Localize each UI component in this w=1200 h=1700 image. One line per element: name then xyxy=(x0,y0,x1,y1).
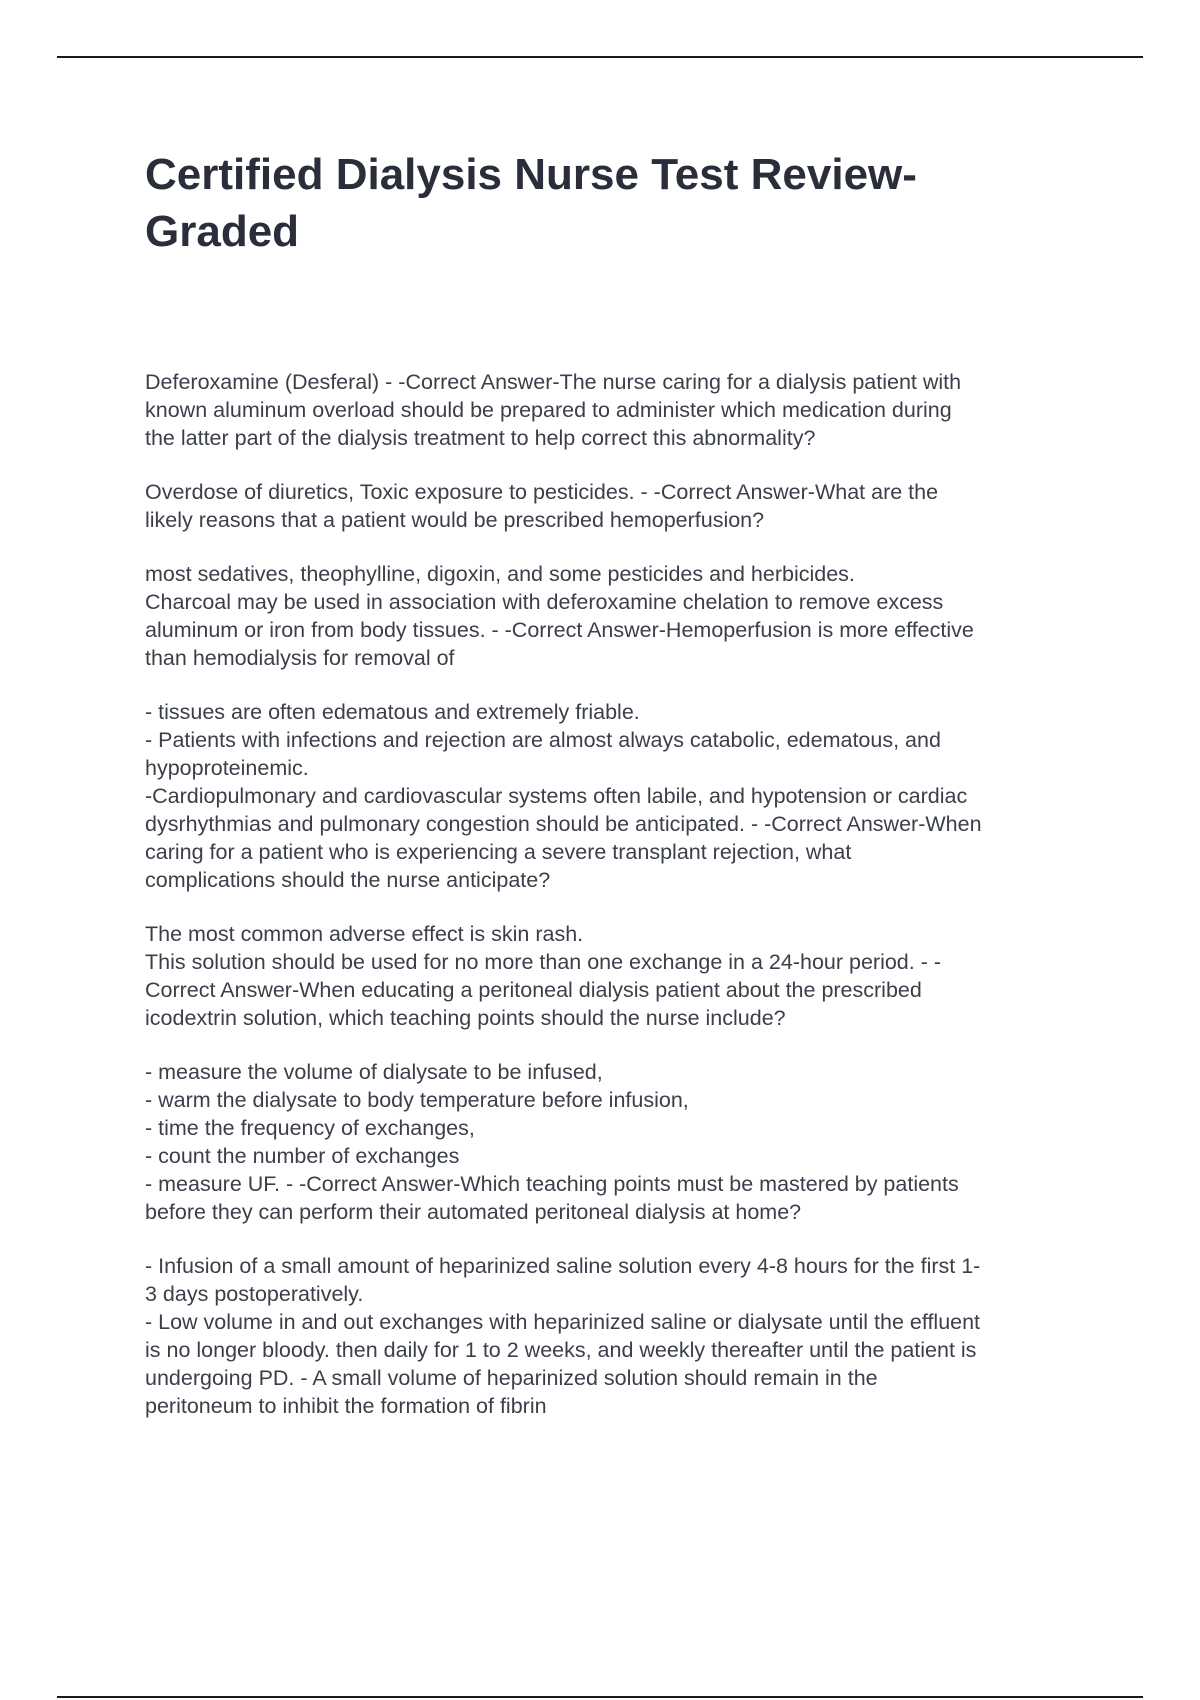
document-title xyxy=(145,146,1105,260)
qa-text-line: - count the number of exchanges xyxy=(145,1144,460,1168)
qa-text-line: Overdose of diuretics, Toxic exposure to pesticides. - -Correct Answer-What are the xyxy=(145,480,939,504)
qa-text-line: Deferoxamine (Desferal) - -Correct Answer-The nurse caring for a dialysis patient with xyxy=(145,370,962,394)
qa-text-line: -Cardiopulmonary and cardiovascular systems often labile, and hypotension or cardiac xyxy=(145,784,968,808)
qa-text-line: known aluminum overload should be prepared to administer which medication during xyxy=(145,398,952,422)
top-divider-line xyxy=(57,56,1143,58)
title-line: Graded xyxy=(145,207,300,256)
qa-text-line: is no longer bloody. then daily for 1 to 2 weeks, and weekly thereafter until the patient is xyxy=(145,1338,977,1362)
document-body xyxy=(145,368,1095,1446)
qa-text-line: dysrhythmias and pulmonary congestion should be anticipated. - -Correct Answer-When xyxy=(145,812,982,836)
qa-text-line: - Patients with infections and rejection are almost always catabolic, edematous, and xyxy=(145,728,941,752)
qa-entry xyxy=(145,368,1095,452)
qa-text-line: Correct Answer-When educating a peritoneal dialysis patient about the prescribed xyxy=(145,978,922,1002)
qa-entry xyxy=(145,560,1095,672)
qa-entry xyxy=(145,1058,1095,1226)
title-line: Certified Dialysis Nurse Test Review- xyxy=(145,150,917,199)
qa-text-line: the latter part of the dialysis treatment to help correct this abnormality? xyxy=(145,426,816,450)
qa-text-line: than hemodialysis for removal of xyxy=(145,646,455,670)
qa-entry xyxy=(145,920,1095,1032)
qa-text-line: likely reasons that a patient would be prescribed hemoperfusion? xyxy=(145,508,765,532)
qa-text-line: This solution should be used for no more than one exchange in a 24-hour period. - - xyxy=(145,950,941,974)
qa-text-line: before they can perform their automated peritoneal dialysis at home? xyxy=(145,1200,802,1224)
qa-text-line: - tissues are often edematous and extremely friable. xyxy=(145,700,640,724)
qa-text-line: aluminum or iron from body tissues. - -Correct Answer-Hemoperfusion is more effective xyxy=(145,618,974,642)
qa-entry xyxy=(145,478,1095,534)
qa-text-line: peritoneum to inhibit the formation of fibrin xyxy=(145,1394,547,1418)
qa-text-line: caring for a patient who is experiencing a severe transplant rejection, what xyxy=(145,840,852,864)
qa-text-line: - warm the dialysate to body temperature before infusion, xyxy=(145,1088,689,1112)
qa-text-line: most sedatives, theophylline, digoxin, and some pesticides and herbicides. xyxy=(145,562,855,586)
qa-text-line: undergoing PD. - A small volume of heparinized solution should remain in the xyxy=(145,1366,878,1390)
qa-text-line: 3 days postoperatively. xyxy=(145,1282,364,1306)
qa-text-line: - Infusion of a small amount of heparinized saline solution every 4-8 hours for the first 1- xyxy=(145,1254,981,1278)
qa-text-line: - Low volume in and out exchanges with heparinized saline or dialysate until the effluent xyxy=(145,1310,981,1334)
qa-text-line: hypoproteinemic. xyxy=(145,756,309,780)
qa-text-line: icodextrin solution, which teaching points should the nurse include? xyxy=(145,1006,786,1030)
qa-text-line: complications should the nurse anticipate? xyxy=(145,868,551,892)
qa-text-line: - measure UF. - -Correct Answer-Which teaching points must be mastered by patients xyxy=(145,1172,959,1196)
qa-text-line: Charcoal may be used in association with deferoxamine chelation to remove excess xyxy=(145,590,944,614)
qa-text-line: The most common adverse effect is skin rash. xyxy=(145,922,584,946)
bottom-divider-line xyxy=(57,1696,1143,1698)
qa-entry xyxy=(145,698,1095,894)
qa-text-line: - time the frequency of exchanges, xyxy=(145,1116,475,1140)
qa-text-line: - measure the volume of dialysate to be infused, xyxy=(145,1060,603,1084)
qa-entry xyxy=(145,1252,1095,1420)
